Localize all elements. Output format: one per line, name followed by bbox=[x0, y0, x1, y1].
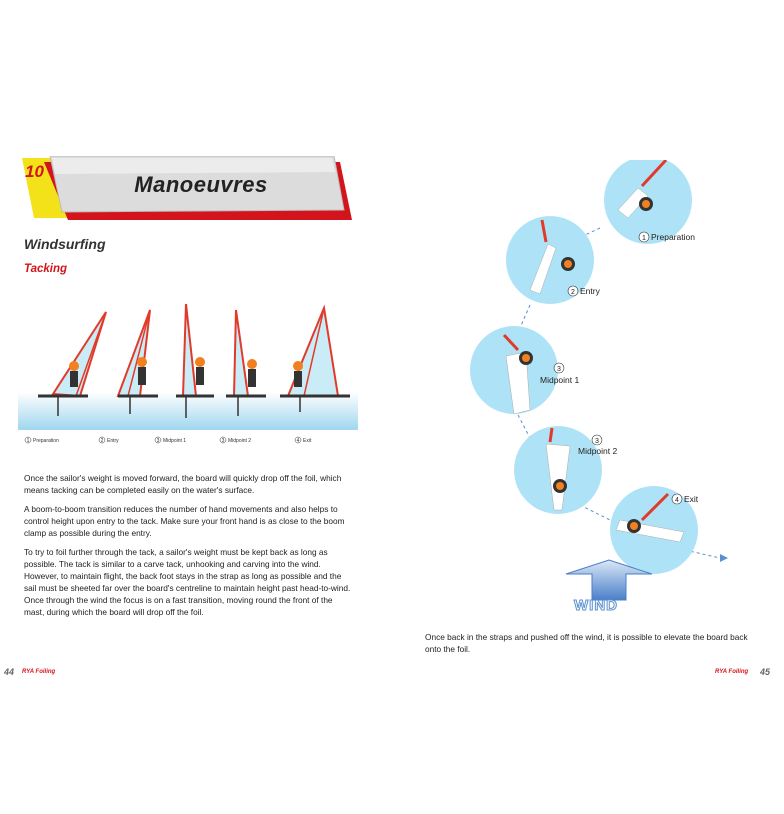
section-title: Windsurfing bbox=[24, 236, 106, 252]
svg-text:Midpoint 2: Midpoint 2 bbox=[578, 446, 618, 456]
wind-label: WIND bbox=[574, 597, 618, 614]
svg-text:Exit: Exit bbox=[303, 438, 312, 444]
svg-text:Entry: Entry bbox=[580, 286, 600, 296]
svg-text:3: 3 bbox=[557, 366, 561, 373]
svg-text:Preparation: Preparation bbox=[33, 438, 59, 444]
chapter-title: Manoeuvres bbox=[134, 172, 268, 197]
sub-title: Tacking bbox=[24, 263, 68, 275]
body-paragraph-1: Once the sailor's weight is moved forward, the board will quickly drop off the foil, which means tacking can be completed easily on the water's surface. bbox=[24, 473, 342, 495]
svg-text:1: 1 bbox=[26, 437, 30, 444]
svg-text:Midpoint 1: Midpoint 1 bbox=[540, 375, 580, 385]
position-3-midpoint-1 bbox=[470, 326, 558, 414]
svg-text:3: 3 bbox=[221, 437, 225, 444]
svg-text:4: 4 bbox=[296, 437, 300, 444]
position-4-midpoint-2 bbox=[514, 426, 602, 514]
body-paragraph-4: Once back in the straps and pushed off the wind, it is possible to elevate the board back onto the foil. bbox=[425, 632, 748, 654]
left-step-3 bbox=[155, 437, 186, 444]
right-step-5-label bbox=[672, 494, 699, 504]
page-number-right: 45 bbox=[760, 667, 771, 677]
svg-text:Exit: Exit bbox=[684, 494, 699, 504]
left-step-5 bbox=[295, 437, 312, 444]
svg-text:Preparation: Preparation bbox=[651, 232, 695, 242]
left-step-2 bbox=[99, 437, 119, 444]
sailor-figure-5 bbox=[280, 308, 350, 412]
svg-text:1: 1 bbox=[642, 235, 646, 242]
right-step-2-label bbox=[568, 286, 601, 296]
tack-overhead-diagram bbox=[470, 160, 770, 630]
svg-text:3: 3 bbox=[156, 437, 160, 444]
svg-text:Midpoint 2: Midpoint 2 bbox=[228, 438, 252, 444]
page-number-left: 44 bbox=[4, 667, 15, 677]
left-step-4 bbox=[220, 437, 251, 444]
svg-text:2: 2 bbox=[100, 437, 104, 444]
svg-text:2: 2 bbox=[571, 289, 575, 296]
svg-text:Midpoint 1: Midpoint 1 bbox=[163, 438, 187, 444]
svg-text:4: 4 bbox=[675, 497, 679, 504]
body-paragraph-3: To try to foil further through the tack, a sailor's weight must be kept back as long as possible. The tack is similar to a carve tack, unhooking and carving into the wind. However, to maintain flight, the back foot stays in the strap as long as possible and the sail must be sheeted far over the board's centreline to maintain height past head-to-wind. Once through the wind the focus is on a fast transition, moving round the front of the mast, during which the board will drop off the foil. bbox=[24, 547, 351, 617]
chapter-number: 10 bbox=[25, 162, 44, 181]
svg-text:3: 3 bbox=[595, 438, 599, 445]
footer-brand-left: RYA Foiling bbox=[22, 669, 56, 675]
tacking-sequence-illustration bbox=[18, 300, 358, 450]
svg-text:Entry: Entry bbox=[107, 438, 119, 444]
left-step-1 bbox=[25, 437, 59, 444]
footer-brand-right: RYA Foiling bbox=[715, 669, 749, 675]
right-step-1-label bbox=[639, 232, 695, 242]
body-paragraph-2: A boom-to-boom transition reduces the number of hand movements and also helps to control height upon entry to the tack. Make sure your front hand is as close to the boom clamp as possible during the entry. bbox=[24, 504, 345, 538]
